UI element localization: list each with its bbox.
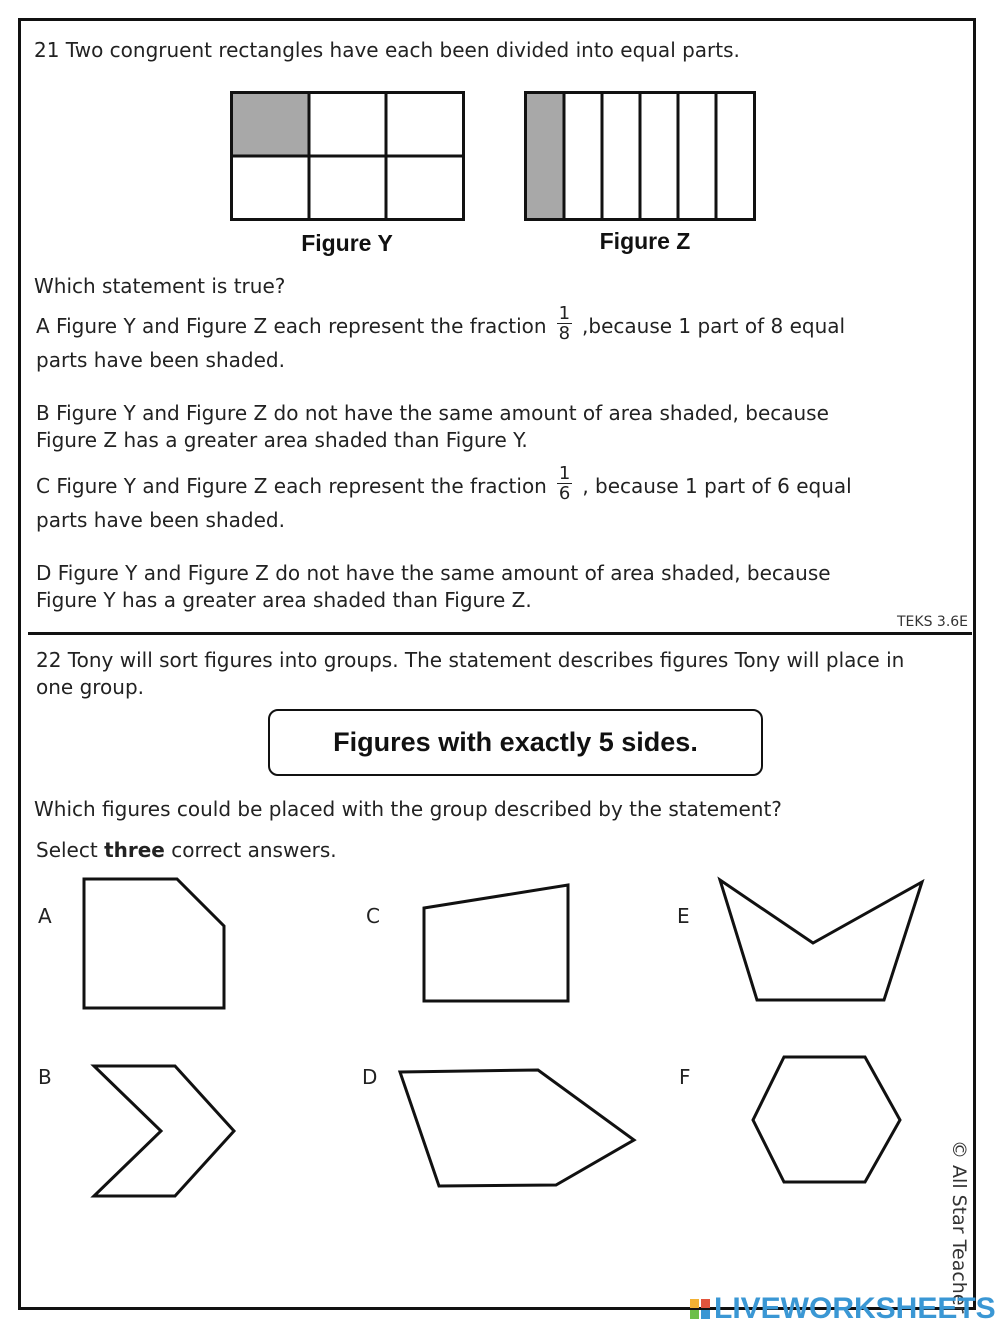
q21-question: Which statement is true? [34, 274, 286, 298]
q21-prompt: 21 Two congruent rectangles have each been divided into equal parts. [34, 38, 740, 62]
q22-prompt: 22 Tony will sort figures into groups. The statement describes figures Tony will place in one group. [36, 648, 905, 699]
choice-c-letter: C [366, 904, 380, 928]
figure-z-label: Figure Z [599, 228, 691, 254]
option-d-text: D Figure Y and Figure Z do not have the same amount of area shaded, because [36, 561, 831, 585]
option-d-text-line2: Figure Y has a greater area shaded than Figure Z. [36, 588, 532, 612]
option-c-text-cont: , because 1 part of 6 equal [582, 474, 852, 498]
choice-f-letter: F [679, 1065, 691, 1089]
choice-a-pentagon-shape[interactable] [84, 879, 224, 1008]
fraction-one-sixth: $\frac{1}{6}$ [558, 463, 571, 504]
liveworksheets-logo: LIVEWORKSHEETS [690, 1292, 996, 1326]
statement-box: Figures with exactly 5 sides. [268, 709, 763, 776]
option-a-text-line2: parts have been shaded. [36, 348, 285, 372]
copyright-text: © All Star Teacher [948, 1140, 970, 1314]
option-c-text: C Figure Y and Figure Z each represent the fraction [36, 474, 547, 498]
option-b-text-line2: Figure Z has a greater area shaded than Figure Y. [36, 428, 528, 452]
teks-label: TEKS 3.6E [897, 614, 969, 630]
option-b-text: B Figure Y and Figure Z do not have the same amount of area shaded, because [36, 401, 829, 425]
choice-c-quadrilateral-shape[interactable] [424, 885, 568, 1001]
option-a-text: A Figure Y and Figure Z each represent the fraction [36, 314, 547, 338]
select-instruction: Select three correct answers. [36, 838, 337, 862]
logo-squares-icon [690, 1299, 710, 1319]
choice-f-hexagon-shape[interactable] [753, 1057, 900, 1182]
choice-d-pentagon-shape[interactable] [400, 1070, 634, 1186]
fraction-one-eighth: $\frac{1}{8}$ [558, 303, 571, 344]
choice-a-letter: A [38, 904, 52, 928]
q22-question: Which figures could be placed with the group described by the statement? [34, 797, 782, 821]
choice-b-chevron-shape[interactable] [94, 1066, 234, 1196]
choice-e-pentagon-concave-shape[interactable] [720, 880, 922, 1000]
choice-e-letter: E [677, 904, 690, 928]
option-c-text-line2: parts have been shaded. [36, 508, 285, 532]
choice-d-letter: D [362, 1065, 378, 1089]
option-a-text-cont: ,because 1 part of 8 equal [582, 314, 846, 338]
figure-y-label: Figure Y [301, 230, 393, 256]
choice-b-letter: B [38, 1065, 52, 1089]
